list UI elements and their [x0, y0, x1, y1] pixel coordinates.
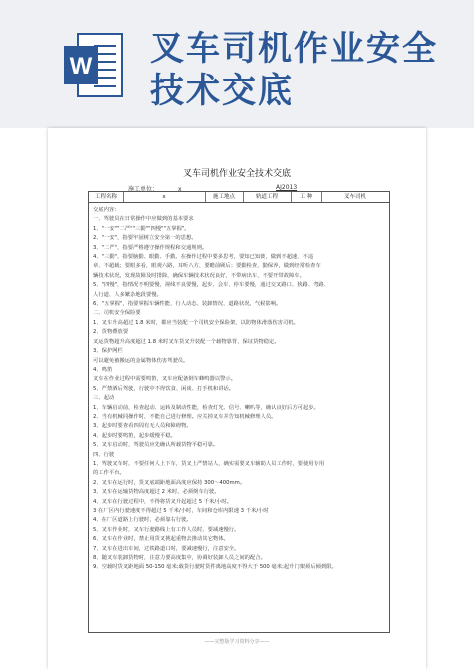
content-line: 2、货物叠放要	[93, 329, 129, 336]
content-line: 1、驾驶叉车时，不要任何人上下车，货叉上严禁站人，确实需要叉车辅助人员工作时，要使用专用	[93, 460, 325, 467]
content-line: 3 在厂区内行驶速度不得超过 5 千米/小时，车间和仓库内限速 3 千米/小时	[93, 508, 269, 514]
content-line: 一、驾驶员在日常操作中应做到的基本要求	[93, 216, 194, 223]
disclosure-content	[93, 206, 385, 573]
content-line: 2、"一安"，指要牢固树立安全第一的思想。	[93, 235, 197, 242]
project-name-label: 工程名称	[89, 192, 124, 202]
disclosure-table	[88, 191, 390, 633]
document-title: 叉车司机作业安全技术交底	[182, 169, 291, 179]
banner-title	[150, 28, 460, 112]
content-line: 6、叉车在作业时，禁止用货叉挑起重物去推动其它物体。	[93, 536, 229, 543]
content-line: 6、"五掌握"，指要掌握车辆性能、行人动态、装卸情况、道路状况、气候影响。	[93, 301, 282, 308]
content-line: 的工作平台。	[93, 470, 125, 477]
content-line: 5、"四慢"，指情况不明要慢，视线不良要慢，起步、会车、停车要慢，通过交叉路口、狭路、弯路、	[93, 282, 330, 289]
content-line: 1、车辆启动前，检查起动、运转及制动性能，检查灯光、信号、喇叭等，确认良好后方可起步。	[93, 404, 319, 411]
content-line: 5、叉车作业时，叉车行驶路线上有工作人员时，要减速慢行。	[93, 526, 240, 533]
content-line: 1、"一安""二严""三勤""四慢""五掌握"。	[93, 225, 190, 232]
project-name-value: x	[123, 192, 206, 202]
content-line: 叉车在作业过程中需要鸣笛，叉车应配备倒车蜂鸣器以警示。	[93, 376, 237, 383]
word-icon-letter: W	[69, 53, 93, 80]
banner-title-line2: 技术交底	[150, 71, 294, 111]
location-value: 轨道工程	[243, 192, 292, 202]
construction-unit-value: x	[177, 186, 182, 193]
document-code: AJ2013	[276, 184, 298, 191]
table-header-row	[89, 192, 389, 203]
content-line: 1、叉车升高超过 1.8 米时，都应当装配一个司机安全保险架，以防物体滑落伤害司机。	[93, 319, 299, 326]
location-label: 施工地点	[205, 192, 244, 202]
construction-unit-label: 施工单位：	[128, 186, 159, 193]
content-line: 二、司机安全保险要	[93, 310, 141, 317]
content-line: 3、起步时要查看四周有无人员和障碍物。	[93, 423, 192, 430]
content-line: 4、在厂区道路上行驶时，必须靠右行驶。	[93, 517, 192, 524]
content-line: 辆技术状况，发现故障及时排除，确保车辆技术状况良好，不带病出车，不要开带故障车。	[93, 272, 305, 279]
banner-title-line1: 叉车司机作业安全	[150, 29, 438, 69]
content-line: 8、随叉车装卸货物时，注意力要高度集中，协调好装卸人员之间的配合。	[93, 555, 266, 562]
content-line: 7、叉车在进出车间，过铁路道口时，要减速慢行，注意安全。	[93, 545, 240, 552]
content-line: 5、叉车启动时，驾驶员应先确认所载货物平稳可靠。	[93, 442, 219, 449]
banner	[0, 0, 474, 128]
content-line: 3、叉车在运输货物高度超过 2 米时，必须倒车行驶。	[93, 489, 220, 496]
content-line: 9、空载时货叉距地面 50-150 毫米;载货行驶时货件离地高度不得大于 500 毫米;起升门架须后倾到限。	[93, 564, 337, 571]
content-line: 3、保护网栏	[93, 348, 123, 355]
content-line: 交底内容：	[93, 207, 120, 213]
trade-value: 叉车司机	[343, 194, 366, 200]
content-line: 可以避免被搬运的金属物体伤害驾驶员。	[93, 357, 189, 364]
content-line: 4、鸣笛	[93, 366, 113, 373]
content-line: 叉运货物超升高度超过 1.8 米时叉车货叉升装配一个载物靠背，保证货物稳定。	[93, 338, 280, 345]
content-line: 3、"二严"，指要严格遵守操作规程和交通规则。	[93, 244, 208, 251]
content-line: 4、"三勤"，指要脑勤、眼勤、手勤。在操作过程中要多思考，要知已知彼，做到不超速、不违	[93, 254, 314, 261]
content-line: 2、叉车在运行时，货叉底端距地面高度应保持 300～400mm。	[93, 479, 246, 486]
content-line: 人行道、人多繁杂地段要慢。	[93, 291, 162, 298]
content-line: 2、当有机械同操作时，不能自己进行修理。应关掉叉车并告知机械修理人员。	[93, 413, 277, 420]
footer-note: ——完整版学习资料分享——	[204, 639, 270, 645]
document-page	[48, 128, 426, 669]
content-line: 4、叉车在行驶过程中，不得将货叉升起超过 5 千米/小时。	[93, 498, 233, 505]
trade-label: 工 种	[291, 192, 322, 202]
word-document-icon	[64, 32, 124, 100]
content-line: 四、行驶	[93, 451, 115, 458]
content-line: 5、严禁酒后驾驶，行驶中不得饮食、闲谈、打手机和讲话。	[93, 385, 235, 392]
content-line: 章、不超载；要眼多看，眼观六路，耳听八方，要瞻前顾后；要勤检查，勤保养，做到经常检查车	[93, 263, 321, 270]
content-line: 三、起动	[93, 395, 115, 402]
content-line: 4、起步时要鸣笛，起步缓慢平稳。	[93, 432, 176, 439]
